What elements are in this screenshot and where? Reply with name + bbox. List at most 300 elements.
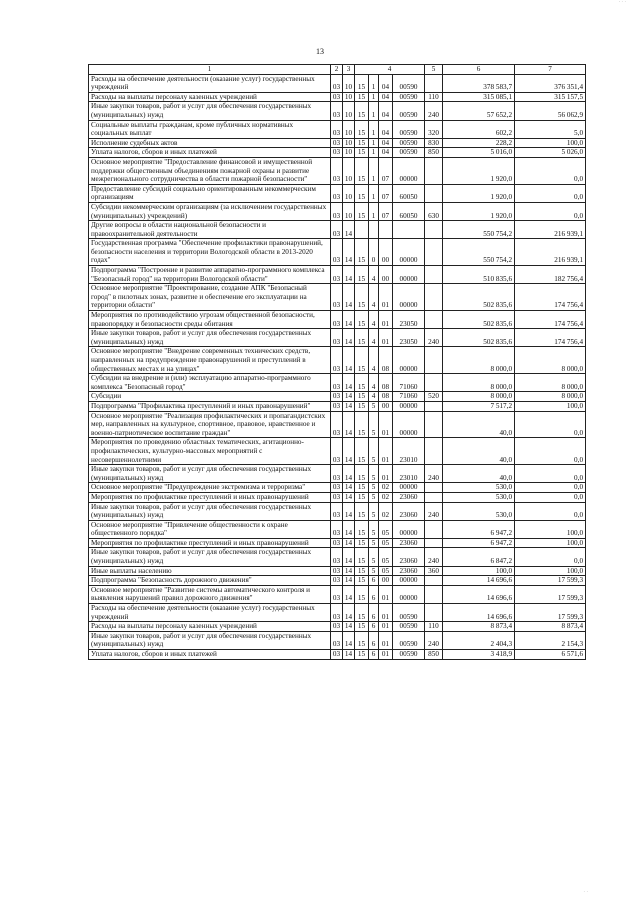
row-subsection: 14: [343, 538, 355, 548]
row-subsection: 10: [343, 74, 355, 92]
row-program: 15: [355, 311, 369, 329]
table-row: [89, 465, 586, 483]
row-name: Иные закупки товаров, работ и услуг для обеспечения государственных (муниципальных) нужд: [89, 502, 331, 520]
row-name: Иные закупки товаров, работ и услуг для обеспечения государственных (муниципальных) нужд: [89, 102, 331, 120]
row-subprogram: 6: [369, 622, 379, 632]
row-subsection: 14: [343, 392, 355, 402]
row-program: 15: [355, 622, 369, 632]
row-subsection: 14: [343, 585, 355, 603]
row-program: 15: [355, 138, 369, 148]
row-value-2018: 315 085,1: [443, 92, 515, 102]
row-activity: 04: [379, 138, 393, 148]
row-expense-type: [425, 374, 443, 392]
row-program: 15: [355, 631, 369, 649]
table-row: [89, 221, 586, 239]
header-cell: 2: [331, 65, 343, 75]
table-row: [89, 138, 586, 148]
row-expense-type: 240: [425, 465, 443, 483]
row-section: 03: [331, 438, 343, 465]
header-cell: 3: [343, 65, 355, 75]
row-name: Подпрограмма "Профилактика преступлений и иных правонарушений": [89, 401, 331, 411]
row-subprogram: 5: [369, 520, 379, 538]
row-program: 15: [355, 502, 369, 520]
row-activity: 01: [379, 585, 393, 603]
row-section: 03: [331, 411, 343, 438]
row-subprogram: 4: [369, 347, 379, 374]
row-direction: 23060: [393, 548, 425, 566]
row-program: 15: [355, 284, 369, 311]
row-activity: 04: [379, 74, 393, 92]
row-value-2019: 376 351,4: [515, 74, 586, 92]
table-row: [89, 438, 586, 465]
row-direction: 71060: [393, 392, 425, 402]
row-subprogram: 1: [369, 184, 379, 202]
row-section: 03: [331, 202, 343, 220]
row-value-2019: 0,0: [515, 184, 586, 202]
row-activity: 08: [379, 347, 393, 374]
row-subsection: 10: [343, 157, 355, 184]
table-row: [89, 631, 586, 649]
row-program: 15: [355, 374, 369, 392]
row-direction: 60050: [393, 202, 425, 220]
row-section: 03: [331, 538, 343, 548]
row-activity: 01: [379, 631, 393, 649]
header-cell: 6: [443, 65, 515, 75]
row-expense-type: [425, 184, 443, 202]
row-program: 15: [355, 102, 369, 120]
row-name: Уплата налогов, сборов и иных платежей: [89, 148, 331, 158]
header-cell: 7: [515, 65, 586, 75]
row-program: 15: [355, 266, 369, 284]
row-direction: 00000: [393, 266, 425, 284]
row-subsection: 10: [343, 102, 355, 120]
row-section: 03: [331, 492, 343, 502]
row-subprogram: 5: [369, 411, 379, 438]
row-expense-type: [425, 492, 443, 502]
row-expense-type: [425, 576, 443, 586]
header-cell: 1: [89, 65, 331, 75]
row-value-2019: 0,0: [515, 483, 586, 493]
table-row: [89, 604, 586, 622]
row-subsection: 14: [343, 502, 355, 520]
row-value-2019: 174 756,4: [515, 311, 586, 329]
row-section: 03: [331, 604, 343, 622]
row-subsection: 14: [343, 401, 355, 411]
row-expense-type: 240: [425, 502, 443, 520]
row-value-2018: 502 835,6: [443, 284, 515, 311]
row-program: 15: [355, 329, 369, 347]
row-activity: 07: [379, 184, 393, 202]
table-row: [89, 374, 586, 392]
row-expense-type: [425, 284, 443, 311]
row-subsection: 10: [343, 92, 355, 102]
row-subprogram: 5: [369, 548, 379, 566]
row-value-2018: 502 835,6: [443, 311, 515, 329]
row-subsection: 10: [343, 148, 355, 158]
row-section: 03: [331, 239, 343, 266]
row-subprogram: 4: [369, 329, 379, 347]
row-value-2019: 100,0: [515, 520, 586, 538]
row-name: Государственная программа "Обеспечение профилактики правонарушений, безопасности населения и территории Вологодской области в 2013-2020 годах": [89, 239, 331, 266]
row-section: 03: [331, 347, 343, 374]
row-value-2018: 14 696,6: [443, 576, 515, 586]
row-direction: 00590: [393, 631, 425, 649]
row-section: 03: [331, 148, 343, 158]
row-name: Расходы на обеспечение деятельности (оказание услуг) государственных учреждений: [89, 74, 331, 92]
row-section: 03: [331, 221, 343, 239]
row-direction: 60050: [393, 184, 425, 202]
row-activity: 01: [379, 329, 393, 347]
table-row: [89, 202, 586, 220]
row-program: 15: [355, 202, 369, 220]
row-name: Основное мероприятие "Проектирование, создание АПК "Безопасный город" в пилотных зонах, развитие и обеспечение его эксплуатации на территории области": [89, 284, 331, 311]
row-section: 03: [331, 585, 343, 603]
row-subsection: 14: [343, 374, 355, 392]
row-direction: 23060: [393, 566, 425, 576]
row-name: Иные закупки товаров, работ и услуг для обеспечения государственных (муниципальных) нужд: [89, 329, 331, 347]
row-subsection: 14: [343, 576, 355, 586]
row-program: 15: [355, 604, 369, 622]
row-subprogram: 5: [369, 492, 379, 502]
row-activity: 04: [379, 120, 393, 138]
row-value-2018: 2 404,3: [443, 631, 515, 649]
table-row: [89, 566, 586, 576]
row-expense-type: [425, 585, 443, 603]
row-activity: 04: [379, 102, 393, 120]
row-direction: 00590: [393, 102, 425, 120]
row-subsection: 10: [343, 202, 355, 220]
row-value-2018: 550 754,2: [443, 239, 515, 266]
row-subprogram: 5: [369, 438, 379, 465]
row-value-2019: 182 756,4: [515, 266, 586, 284]
row-program: [355, 221, 369, 239]
table-row: [89, 650, 586, 660]
row-value-2018: 1 920,0: [443, 202, 515, 220]
table-row: [89, 92, 586, 102]
row-direction: 00590: [393, 74, 425, 92]
row-subsection: 14: [343, 221, 355, 239]
row-expense-type: [425, 266, 443, 284]
row-value-2018: 8 000,0: [443, 392, 515, 402]
table-row: [89, 622, 586, 632]
row-name: Субсидии на внедрение и (или) эксплуатацию аппаратно-программного комплекса "Безопасный город": [89, 374, 331, 392]
row-section: 03: [331, 465, 343, 483]
row-expense-type: 240: [425, 102, 443, 120]
row-section: 03: [331, 266, 343, 284]
row-section: 03: [331, 631, 343, 649]
row-activity: 01: [379, 284, 393, 311]
row-activity: 01: [379, 411, 393, 438]
row-section: 03: [331, 401, 343, 411]
row-subprogram: 6: [369, 631, 379, 649]
row-name: Предоставление субсидий социально ориентированным некоммерческим организациям: [89, 184, 331, 202]
table-header-row: [89, 65, 586, 75]
row-name: Основное мероприятие "Развитие системы автоматического контроля и выявления нарушений правил дорожного движения": [89, 585, 331, 603]
row-subprogram: 0: [369, 239, 379, 266]
row-direction: 00000: [393, 576, 425, 586]
table-row: [89, 502, 586, 520]
row-activity: [379, 221, 393, 239]
row-value-2018: 530,0: [443, 502, 515, 520]
table-row: [89, 492, 586, 502]
row-expense-type: 110: [425, 622, 443, 632]
row-value-2018: 8 873,4: [443, 622, 515, 632]
table-row: [89, 102, 586, 120]
row-value-2018: 40,0: [443, 465, 515, 483]
row-direction: 00000: [393, 239, 425, 266]
row-value-2019: 0,0: [515, 465, 586, 483]
row-name: Субсидии: [89, 392, 331, 402]
table-row: [89, 538, 586, 548]
row-value-2019: 6 571,6: [515, 650, 586, 660]
row-value-2018: 14 696,6: [443, 585, 515, 603]
row-value-2019: 5,0: [515, 120, 586, 138]
row-section: 03: [331, 392, 343, 402]
row-value-2018: 40,0: [443, 438, 515, 465]
row-value-2019: 0,0: [515, 502, 586, 520]
row-subsection: 14: [343, 631, 355, 649]
row-activity: 08: [379, 374, 393, 392]
row-value-2019: 17 599,3: [515, 604, 586, 622]
row-expense-type: [425, 438, 443, 465]
row-activity: 01: [379, 465, 393, 483]
row-value-2018: 8 000,0: [443, 347, 515, 374]
row-activity: 00: [379, 266, 393, 284]
row-program: 15: [355, 492, 369, 502]
row-subsection: 14: [343, 347, 355, 374]
table-row: [89, 347, 586, 374]
table-row: [89, 284, 586, 311]
row-value-2019: 5 026,0: [515, 148, 586, 158]
row-subprogram: 6: [369, 604, 379, 622]
row-section: 03: [331, 157, 343, 184]
row-value-2019: 100,0: [515, 538, 586, 548]
row-direction: [393, 221, 425, 239]
row-name: Подпрограмма "Безопасность дорожного движения": [89, 576, 331, 586]
row-value-2019: 17 599,3: [515, 585, 586, 603]
row-direction: 23010: [393, 465, 425, 483]
row-expense-type: [425, 538, 443, 548]
row-value-2018: 6 947,2: [443, 520, 515, 538]
table-row: [89, 576, 586, 586]
row-section: 03: [331, 650, 343, 660]
row-program: 15: [355, 157, 369, 184]
row-direction: 00000: [393, 411, 425, 438]
row-value-2019: 174 756,4: [515, 284, 586, 311]
row-section: 03: [331, 184, 343, 202]
row-name: Мероприятия по профилактике преступлений и иных правонарушений: [89, 538, 331, 548]
table-row: [89, 120, 586, 138]
row-section: 03: [331, 576, 343, 586]
row-program: 15: [355, 566, 369, 576]
header-cell: 4: [355, 65, 425, 75]
row-activity: 02: [379, 492, 393, 502]
row-section: 03: [331, 138, 343, 148]
row-section: 03: [331, 92, 343, 102]
row-value-2018: 8 000,0: [443, 374, 515, 392]
row-expense-type: [425, 311, 443, 329]
row-value-2019: 0,0: [515, 202, 586, 220]
row-direction: 00000: [393, 520, 425, 538]
row-subprogram: 1: [369, 148, 379, 158]
row-subsection: 14: [343, 520, 355, 538]
row-subsection: 14: [343, 266, 355, 284]
row-value-2018: 6 947,2: [443, 538, 515, 548]
row-subprogram: 6: [369, 576, 379, 586]
row-program: 15: [355, 650, 369, 660]
row-direction: 00000: [393, 284, 425, 311]
row-section: 03: [331, 329, 343, 347]
row-subsection: 14: [343, 566, 355, 576]
row-activity: 01: [379, 438, 393, 465]
row-value-2019: 0,0: [515, 411, 586, 438]
row-activity: 08: [379, 392, 393, 402]
row-direction: 00000: [393, 347, 425, 374]
row-value-2018: 40,0: [443, 411, 515, 438]
table-body: [89, 65, 586, 660]
row-subsection: 14: [343, 622, 355, 632]
scan-foot-mark: · ·: [583, 890, 588, 895]
row-subsection: 10: [343, 184, 355, 202]
row-expense-type: [425, 239, 443, 266]
budget-table: [88, 64, 586, 660]
row-value-2018: 1 920,0: [443, 184, 515, 202]
table-row: [89, 157, 586, 184]
row-program: 15: [355, 392, 369, 402]
row-subprogram: 1: [369, 202, 379, 220]
row-activity: 01: [379, 311, 393, 329]
row-value-2019: 17 599,3: [515, 576, 586, 586]
row-subprogram: 1: [369, 102, 379, 120]
row-subprogram: 5: [369, 465, 379, 483]
row-direction: 00000: [393, 483, 425, 493]
row-direction: 00590: [393, 148, 425, 158]
row-subsection: 14: [343, 284, 355, 311]
row-expense-type: 520: [425, 392, 443, 402]
row-expense-type: 240: [425, 329, 443, 347]
row-name: Иные закупки товаров, работ и услуг для обеспечения государственных (муниципальных) нужд: [89, 548, 331, 566]
row-program: 15: [355, 576, 369, 586]
row-direction: 23050: [393, 311, 425, 329]
row-subsection: 14: [343, 604, 355, 622]
row-name: Мероприятия по проведению областных тематических, агитационно-профилактических, культурно-массовых мероприятий с несовершеннолетними: [89, 438, 331, 465]
row-name: Основное мероприятие "Реализация профилактических и пропагандистских мер, направленных на культурное, спортивное, правовое, нравственное и военно-патриотическое воспитание граждан": [89, 411, 331, 438]
row-name: Иные закупки товаров, работ и услуг для обеспечения государственных (муниципальных) нужд: [89, 465, 331, 483]
row-subsection: 14: [343, 548, 355, 566]
row-value-2019: 2 154,3: [515, 631, 586, 649]
row-subprogram: 1: [369, 138, 379, 148]
row-value-2018: 3 418,9: [443, 650, 515, 660]
row-value-2019: 8 000,0: [515, 392, 586, 402]
row-name: Основное мероприятие "Внедрение современных технических средств, направленных на предупреждение правонарушений и преступлений в общественных местах и на улицах": [89, 347, 331, 374]
row-name: Расходы на обеспечение деятельности (оказание услуг) государственных учреждений: [89, 604, 331, 622]
row-subsection: 10: [343, 120, 355, 138]
row-value-2019: 8 873,4: [515, 622, 586, 632]
row-expense-type: [425, 411, 443, 438]
row-value-2018: 6 847,2: [443, 548, 515, 566]
row-direction: 00000: [393, 585, 425, 603]
page-number: 13: [316, 47, 324, 56]
row-activity: 05: [379, 548, 393, 566]
row-subsection: 14: [343, 311, 355, 329]
row-value-2018: 530,0: [443, 492, 515, 502]
row-direction: 00590: [393, 650, 425, 660]
row-program: 15: [355, 120, 369, 138]
row-program: 15: [355, 92, 369, 102]
row-program: 15: [355, 438, 369, 465]
table-row: [89, 520, 586, 538]
row-name: Основное мероприятие "Предоставление финансовой и имущественной поддержки общественным объединениям пожарной охраны и развитие межрегионального сотрудничества в области пожарной безопасности": [89, 157, 331, 184]
row-subprogram: [369, 221, 379, 239]
row-value-2019: 100,0: [515, 138, 586, 148]
row-expense-type: 830: [425, 138, 443, 148]
row-value-2018: 378 583,7: [443, 74, 515, 92]
row-subprogram: 1: [369, 120, 379, 138]
row-subsection: 14: [343, 650, 355, 660]
row-subsection: 14: [343, 492, 355, 502]
table-row: [89, 548, 586, 566]
row-subprogram: 1: [369, 157, 379, 184]
row-subprogram: 4: [369, 284, 379, 311]
row-program: 15: [355, 184, 369, 202]
row-program: 15: [355, 347, 369, 374]
row-section: 03: [331, 483, 343, 493]
row-name: Расходы на выплаты персоналу казенных учреждений: [89, 92, 331, 102]
row-subprogram: 5: [369, 502, 379, 520]
row-direction: 23060: [393, 492, 425, 502]
row-program: 15: [355, 148, 369, 158]
row-expense-type: 110: [425, 92, 443, 102]
row-name: Субсидии некоммерческим организациям (за исключением государственных (муниципальных) учреждений): [89, 202, 331, 220]
table-row: [89, 585, 586, 603]
row-activity: 05: [379, 566, 393, 576]
row-name: Расходы на выплаты персоналу казенных учреждений: [89, 622, 331, 632]
row-subprogram: 6: [369, 585, 379, 603]
row-value-2019: 0,0: [515, 548, 586, 566]
row-name: Основное мероприятие "Предупреждение экстремизма и терроризма": [89, 483, 331, 493]
row-expense-type: 850: [425, 148, 443, 158]
scan-corner-mark: · · ·: [618, 0, 626, 5]
row-section: 03: [331, 520, 343, 538]
table-row: [89, 311, 586, 329]
row-program: 15: [355, 585, 369, 603]
row-section: 03: [331, 120, 343, 138]
row-value-2018: 5 016,0: [443, 148, 515, 158]
row-direction: 23010: [393, 438, 425, 465]
table-row: [89, 392, 586, 402]
row-name: Социальные выплаты гражданам, кроме публичных нормативных социальных выплат: [89, 120, 331, 138]
row-direction: 71060: [393, 374, 425, 392]
row-value-2018: 530,0: [443, 483, 515, 493]
row-value-2019: 216 939,1: [515, 239, 586, 266]
row-name: Основное мероприятие "Привлечение общественности к охране общественного порядка": [89, 520, 331, 538]
table-row: [89, 239, 586, 266]
row-section: 03: [331, 374, 343, 392]
row-section: 03: [331, 74, 343, 92]
row-activity: 07: [379, 202, 393, 220]
row-activity: 01: [379, 650, 393, 660]
row-name: Исполнение судебных актов: [89, 138, 331, 148]
row-value-2018: 510 835,6: [443, 266, 515, 284]
row-section: 03: [331, 102, 343, 120]
row-subprogram: 4: [369, 266, 379, 284]
row-value-2018: 1 920,0: [443, 157, 515, 184]
table-row: [89, 148, 586, 158]
row-subprogram: 6: [369, 650, 379, 660]
row-expense-type: [425, 221, 443, 239]
row-direction: 00590: [393, 604, 425, 622]
row-activity: 02: [379, 502, 393, 520]
